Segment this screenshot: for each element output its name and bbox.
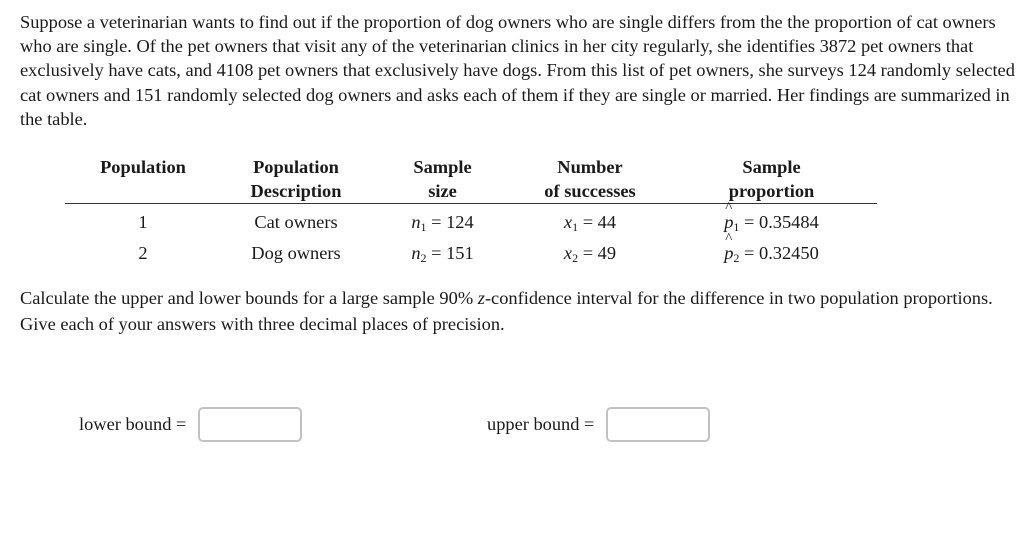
header-sample-proportion: Sample proportion — [666, 155, 877, 204]
cell-description: Dog owners — [251, 243, 341, 263]
problem-statement — [20, 10, 1020, 131]
cell-sample-size: $n_1 = 124$ — [411, 212, 474, 234]
table-row — [65, 238, 877, 269]
instructions-text: Calculate the upper and lower bounds for a large sample 90% z-confidence interval for the difference in two population proportions. Give each of your answers with three decimal places of precision. — [20, 288, 993, 335]
table-row — [65, 204, 877, 239]
cell-successes: $x_1 = 44$ — [563, 212, 617, 234]
cell-successes: $x_2 = 49$ — [563, 243, 617, 265]
lower-bound-group — [79, 407, 302, 442]
table-header-row — [65, 155, 877, 204]
cell-population: 1 — [138, 212, 148, 232]
cell-proportion: ^ $p_1 = 0.35484$ — [666, 204, 877, 239]
cell-description: Cat owners — [254, 212, 338, 232]
cell-sample-size: $n_2 = 151$ — [411, 243, 474, 265]
cell-population: 2 — [138, 243, 148, 263]
upper-bound-group — [487, 407, 710, 442]
data-table — [65, 155, 877, 269]
problem-intro: Suppose a veterinarian wants to find out if the proportion of dog owners who are single differs from the the proportion of cat owners who are single. Of the pet owners that visit any of the veterinarian clinics in her city regularly, she identifies 3872 pet owners that exclusively have cats, and 4108 pet owners that exclusively have dogs. From this list of pet owners, she surveys 124 randomly selected cat owners and 151 randomly selected dog owners and asks each of them if they are single or married. Her findings are summarized in the table. — [20, 12, 1015, 129]
header-description: Population Description — [221, 155, 371, 204]
lower-bound-input[interactable] — [198, 407, 302, 442]
cell-proportion: ^ $p_2 = 0.32450$ — [666, 238, 877, 269]
upper-bound-label: upper bound = — [487, 414, 595, 434]
upper-bound-input[interactable] — [606, 407, 710, 442]
header-sample-size: Sample size — [371, 155, 514, 204]
header-population: Population — [65, 155, 221, 204]
z-symbol: z — [477, 288, 485, 308]
header-successes: Number of successes — [514, 155, 666, 204]
lower-bound-label: lower bound = — [79, 414, 187, 434]
